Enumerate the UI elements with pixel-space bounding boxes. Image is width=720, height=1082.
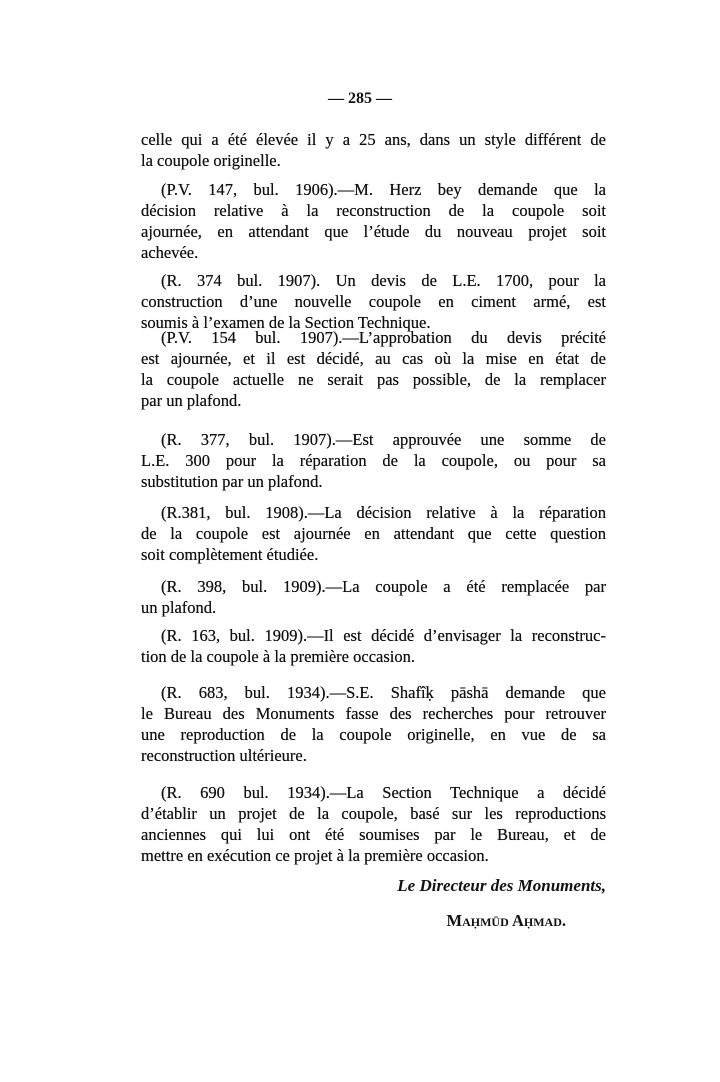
text-line: (P.V. 147, bul. 1906).—M. Herz bey demande que la bbox=[161, 180, 606, 199]
text-line: la coupole originelle. bbox=[141, 151, 281, 170]
paragraph-r398 bbox=[141, 576, 606, 618]
signature-name: Maḥmūd Aḥmad. bbox=[446, 911, 566, 930]
text-line: soumis à l’examen de la Section Technique. bbox=[141, 313, 431, 332]
paragraph-r377 bbox=[141, 429, 606, 492]
text-line: (P.V. 154 bul. 1907).—L’approbation du devis précité bbox=[161, 328, 606, 347]
text-line: décision relative à la reconstruction de la coupole soit bbox=[141, 201, 606, 220]
text-line: le Bureau des Monuments fasse des recherches pour retrouver bbox=[141, 704, 606, 723]
text-line: anciennes qui lui ont été soumises par le Bureau, et de bbox=[141, 825, 606, 844]
text-line: (R. 398, bul. 1909).—La coupole a été remplacée par bbox=[161, 577, 606, 596]
text-line: substitution par un plafond. bbox=[141, 472, 323, 491]
text-line: ajournée, en attendant que l’étude du nouveau projet soit bbox=[141, 222, 606, 241]
text-line: reconstruction ultérieure. bbox=[141, 746, 307, 765]
text-line: par un plafond. bbox=[141, 391, 242, 410]
paragraph-pv154 bbox=[141, 327, 606, 411]
text-line: de la coupole est ajournée en attendant que cette question bbox=[141, 524, 606, 543]
paragraph-r690 bbox=[141, 782, 606, 866]
paragraph-pv147 bbox=[141, 179, 606, 263]
text-line: (R. 690 bul. 1934).—La Section Technique a décidé bbox=[161, 783, 606, 802]
text-line: (R. 374 bul. 1907). Un devis de L.E. 1700, pour la bbox=[161, 271, 606, 290]
text-line: construction d’une nouvelle coupole en ciment armé, est bbox=[141, 292, 606, 311]
text-line: est ajournée, et il est décidé, au cas où la mise en état de bbox=[141, 349, 606, 368]
text-line: mettre en exécution ce projet à la première occasion. bbox=[141, 846, 489, 865]
text-line: une reproduction de la coupole originelle, en vue de sa bbox=[141, 725, 606, 744]
paragraph-r381 bbox=[141, 502, 606, 565]
paragraph-r374 bbox=[141, 270, 606, 333]
text-line: un plafond. bbox=[141, 598, 217, 617]
text-line: achevée. bbox=[141, 243, 199, 262]
text-line: (R. 163, bul. 1909).—Il est décidé d’envisager la reconstruc- bbox=[161, 626, 606, 645]
text-line: (R. 377, bul. 1907).—Est approuvée une somme de bbox=[161, 430, 606, 449]
text-line: celle qui a été élevée il y a 25 ans, dans un style différent de bbox=[141, 130, 606, 149]
text-line: L.E. 300 pour la réparation de la coupole, ou pour sa bbox=[141, 451, 606, 470]
text-line: tion de la coupole à la première occasion. bbox=[141, 647, 415, 666]
page-number: — 285 — bbox=[328, 90, 392, 107]
text-line: d’établir un projet de la coupole, basé sur les reproductions bbox=[141, 804, 606, 823]
paragraph-r683 bbox=[141, 682, 606, 766]
text-line: (R.381, bul. 1908).—La décision relative à la réparation bbox=[161, 503, 606, 522]
paragraph-continuation bbox=[141, 129, 606, 171]
signature-title: Le Directeur des Monuments, bbox=[397, 876, 606, 895]
text-line: soit complètement étudiée. bbox=[141, 545, 319, 564]
paragraph-r163 bbox=[141, 625, 606, 667]
text-line: (R. 683, bul. 1934).—S.E. Shafîḳ pāshā demande que bbox=[161, 683, 606, 702]
text-line: la coupole actuelle ne serait pas possible, de la remplacer bbox=[141, 370, 606, 389]
